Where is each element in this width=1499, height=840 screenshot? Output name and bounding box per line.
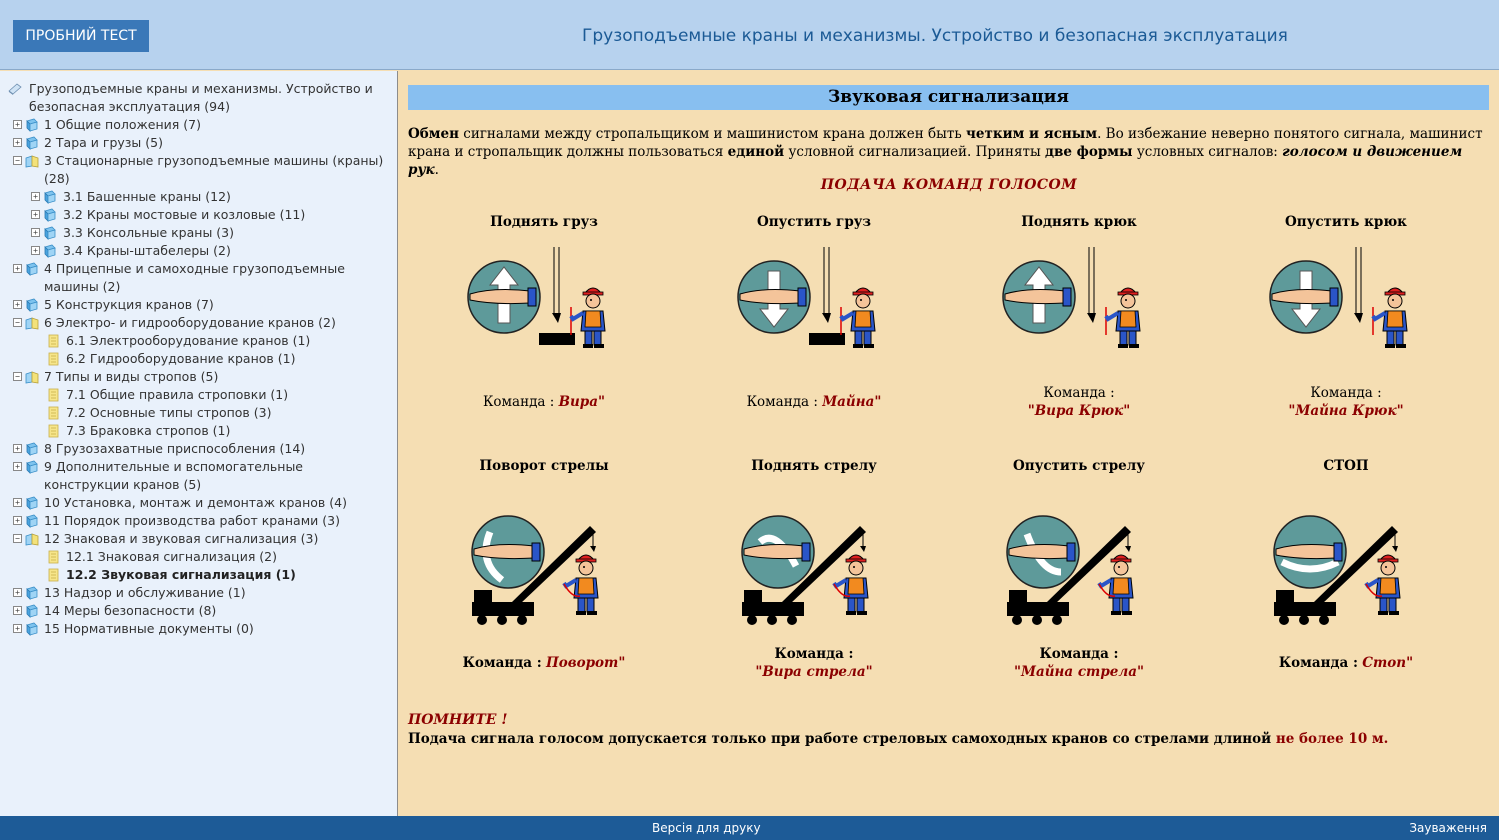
expand-icon[interactable]: + (13, 264, 22, 273)
expand-icon[interactable]: + (13, 120, 22, 129)
command-label: Команда : (1310, 385, 1382, 401)
command-card (949, 458, 1209, 474)
tree-item[interactable] (0, 134, 384, 152)
tree-item-label[interactable]: 2 Тара и грузы (5) (44, 135, 163, 150)
book-icon (43, 226, 57, 240)
tree-item-label[interactable]: 10 Установка, монтаж и демонтаж кранов (4) (44, 495, 347, 510)
expand-icon[interactable]: + (31, 246, 40, 255)
expand-icon[interactable]: + (13, 138, 22, 147)
tree-item[interactable] (0, 350, 386, 368)
print-version-link[interactable]: Версія для друку (652, 821, 761, 835)
expand-icon[interactable]: + (13, 444, 22, 453)
tree-item[interactable] (0, 296, 384, 314)
book-icon (25, 460, 39, 474)
command-card (684, 458, 944, 474)
intro-text: условных сигналов: (1132, 144, 1283, 160)
tree-item[interactable] (0, 404, 386, 422)
tree-item-label[interactable]: 8 Грузозахватные приспособления (14) (44, 441, 306, 456)
document-icon (46, 334, 60, 348)
note-text: Подача сигнала голосом допускается только при работе стреловых самоходных кранов со стрелами длиной (408, 731, 1276, 747)
command-label: Команда : (1043, 385, 1115, 401)
tree-item[interactable] (0, 260, 389, 296)
tree-item[interactable] (0, 620, 384, 638)
tree-item-label[interactable]: 6.1 Электрооборудование кранов (1) (66, 333, 311, 348)
intro-paragraph (408, 125, 1488, 179)
command-value: "Майна стрела" (1013, 664, 1145, 680)
tree-item[interactable] (0, 332, 386, 350)
voice-commands-heading: ПОДАЧА КОМАНД ГОЛОСОМ (820, 177, 1078, 193)
command-text (414, 393, 674, 411)
tree-item-label[interactable]: 6.2 Гидрооборудование кранов (1) (66, 351, 296, 366)
document-icon (46, 424, 60, 438)
lower-boom-illustration (999, 506, 1159, 630)
remarks-link[interactable]: Зауваження (1409, 821, 1487, 835)
tree-item-label[interactable]: 7.1 Общие правила строповки (1) (66, 387, 289, 402)
lift-hook-illustration (999, 247, 1159, 371)
open-book-icon (25, 532, 39, 546)
command-text (1216, 654, 1476, 672)
tree-item[interactable] (0, 152, 384, 188)
tree-item-label[interactable]: 11 Порядок производства работ кранами (3) (44, 513, 340, 528)
command-label: Команда : (462, 655, 542, 671)
command-card (684, 214, 944, 230)
book-icon (25, 136, 39, 150)
remember-label: ПОМНИТЕ ! (408, 712, 508, 728)
collapse-icon[interactable]: − (13, 318, 22, 327)
tree-item[interactable] (0, 224, 383, 242)
document-icon (46, 550, 60, 564)
command-title: Опустить крюк (1285, 214, 1407, 230)
lift-load-illustration (464, 247, 624, 371)
collapse-icon[interactable]: − (13, 372, 22, 381)
tree-item-label[interactable]: 6 Электро- и гидрооборудование кранов (2) (44, 315, 336, 330)
open-book-icon (25, 370, 39, 384)
command-title: Опустить груз (756, 214, 872, 230)
command-title: Опустить стрелу (1013, 458, 1145, 474)
command-text (949, 645, 1209, 681)
tree-item-label[interactable]: 7 Типы и виды стропов (5) (44, 369, 219, 384)
tree-root[interactable] (0, 80, 380, 116)
command-card (949, 214, 1209, 230)
command-title: Поднять крюк (1021, 214, 1137, 230)
command-text (684, 645, 944, 681)
expand-icon[interactable]: + (13, 588, 22, 597)
command-value: Поворот" (545, 655, 626, 671)
tree-item[interactable] (0, 116, 384, 134)
section-title: Звуковая сигнализация (408, 85, 1489, 110)
command-text (949, 384, 1209, 420)
tree-item-label[interactable]: 3 Стационарные грузоподъемные машины (краны) (28) (44, 153, 384, 186)
tree-item[interactable] (0, 494, 384, 512)
command-label: Команда : (482, 394, 555, 410)
tree-item-label[interactable]: 3.3 Консольные краны (3) (63, 225, 234, 240)
command-value: Стоп" (1362, 655, 1414, 671)
note-highlight: не более 10 м. (1275, 731, 1389, 747)
command-value: Вира" (558, 394, 606, 410)
tree-item[interactable] (0, 188, 383, 206)
expand-icon[interactable]: + (13, 498, 22, 507)
intro-italic: голосом и движением рук (408, 144, 1463, 178)
book-icon (43, 208, 57, 222)
tree-item-label[interactable]: 13 Надзор и обслуживание (1) (44, 585, 246, 600)
book-icon (43, 244, 57, 258)
remember-note (408, 731, 1388, 747)
command-text (1216, 384, 1476, 420)
intro-text: сигналами между стропальщиком и машинистом крана должен быть (458, 126, 966, 142)
expand-icon[interactable]: + (31, 210, 40, 219)
intro-bold: четким и ясным (965, 126, 1098, 142)
intro-bold: Обмен (408, 126, 459, 142)
intro-bold: единой (727, 144, 785, 160)
command-value: "Вира стрела" (755, 664, 873, 680)
tree-item-label[interactable]: 15 Нормативные документы (0) (44, 621, 254, 636)
page-title: Грузоподъемные краны и механизмы. Устройство и безопасная эксплуатация (582, 26, 1288, 46)
collapse-icon[interactable]: − (13, 156, 22, 165)
tree-item-label[interactable]: 3.4 Краны-штабелеры (2) (63, 243, 231, 258)
command-title: СТОП (1323, 458, 1369, 474)
expand-icon[interactable]: + (31, 228, 40, 237)
library-icon (8, 82, 22, 96)
book-icon (25, 514, 39, 528)
command-label: Команда : (746, 394, 818, 410)
open-book-icon (25, 154, 39, 168)
expand-icon[interactable]: + (13, 624, 22, 633)
book-icon (43, 190, 57, 204)
tree-item[interactable] (0, 242, 383, 260)
tree-item-label[interactable]: 4 Прицепные и самоходные грузоподъемные машины (2) (44, 261, 345, 294)
command-card (414, 458, 674, 474)
expand-icon[interactable]: + (13, 462, 22, 471)
expand-icon[interactable]: + (13, 516, 22, 525)
intro-text: . (434, 162, 439, 178)
document-icon (46, 388, 60, 402)
command-title: Поворот стрелы (479, 458, 609, 474)
command-label: Команда : (1039, 646, 1119, 662)
tree-item[interactable] (0, 530, 384, 548)
tree-root-label[interactable]: Грузоподъемные краны и механизмы. Устройство и безопасная эксплуатация (94) (29, 81, 373, 114)
tree-item[interactable] (0, 368, 384, 386)
sidebar-tree (0, 71, 398, 816)
rotate-illustration (464, 506, 624, 630)
tree-item[interactable] (0, 440, 384, 458)
tree-item-label[interactable]: 7.2 Основные типы стропов (3) (66, 405, 272, 420)
tree-item-label[interactable]: 9 Дополнительные и вспомогательные конструкции кранов (5) (44, 459, 304, 492)
tree-item-label[interactable]: 3.1 Башенные краны (12) (63, 189, 231, 204)
intro-text: условной сигнализацией. Приняты (784, 144, 1046, 160)
expand-icon[interactable]: + (13, 300, 22, 309)
tree-item-label[interactable]: 14 Меры безопасности (8) (44, 603, 217, 618)
footer-bar (0, 816, 1499, 840)
collapse-icon[interactable]: − (13, 534, 22, 543)
lower-hook-illustration (1266, 247, 1426, 371)
command-title: Поднять стрелу (751, 458, 877, 474)
book-icon (25, 622, 39, 636)
intro-text: . Во избежание неверно понятого сигнала, машинист крана и стропальщик должны пользоваться (408, 126, 1483, 160)
tree-item[interactable] (0, 314, 384, 332)
tree-item[interactable] (0, 512, 384, 530)
command-card (414, 214, 674, 230)
tree-item-label[interactable]: 12.2 Звуковая сигнализация (1) (66, 567, 296, 582)
tree-item-label[interactable]: 1 Общие положения (7) (44, 117, 201, 132)
book-icon (25, 604, 39, 618)
book-icon (25, 262, 39, 276)
command-text (684, 393, 944, 411)
tree-item[interactable] (0, 206, 383, 224)
tree-item-label[interactable]: 5 Конструкция кранов (7) (44, 297, 214, 312)
expand-icon[interactable]: + (31, 192, 40, 201)
command-title: Поднять груз (490, 214, 598, 230)
tree-item[interactable] (0, 566, 386, 584)
document-icon (46, 406, 60, 420)
tree-item[interactable] (0, 386, 386, 404)
expand-icon[interactable]: + (13, 606, 22, 615)
tree-item-label[interactable]: 7.3 Браковка стропов (1) (66, 423, 231, 438)
document-icon (46, 352, 60, 366)
tree-item-label[interactable]: 12.1 Знаковая сигнализация (2) (66, 549, 278, 564)
stop-illustration (1266, 506, 1426, 630)
command-label: Команда : (774, 646, 854, 662)
command-value: "Вира Крюк" (1027, 403, 1131, 419)
open-book-icon (25, 316, 39, 330)
tree-item[interactable] (0, 548, 386, 566)
command-card (1216, 214, 1476, 230)
intro-bold: две формы (1045, 144, 1133, 160)
top-header (0, 0, 1499, 70)
document-icon (46, 568, 60, 582)
tree-item[interactable] (0, 422, 386, 440)
tree-item[interactable] (0, 584, 384, 602)
command-value: "Майна Крюк" (1288, 403, 1404, 419)
tree-item-label[interactable]: 12 Знаковая и звуковая сигнализация (3) (44, 531, 319, 546)
book-icon (25, 442, 39, 456)
book-icon (25, 298, 39, 312)
lower-load-illustration (734, 247, 894, 371)
command-value: Майна" (822, 394, 882, 410)
content-panel (399, 71, 1499, 816)
raise-boom-illustration (734, 506, 894, 630)
tree-item[interactable] (0, 458, 377, 494)
command-text (414, 654, 674, 672)
book-icon (25, 496, 39, 510)
trial-test-button[interactable]: ПРОБНИЙ ТЕСТ (13, 20, 149, 52)
command-label: Команда : (1278, 655, 1358, 671)
book-icon (25, 118, 39, 132)
tree-item-label[interactable]: 3.2 Краны мостовые и козловые (11) (63, 207, 306, 222)
book-icon (25, 586, 39, 600)
command-card (1216, 458, 1476, 474)
tree-item[interactable] (0, 602, 384, 620)
